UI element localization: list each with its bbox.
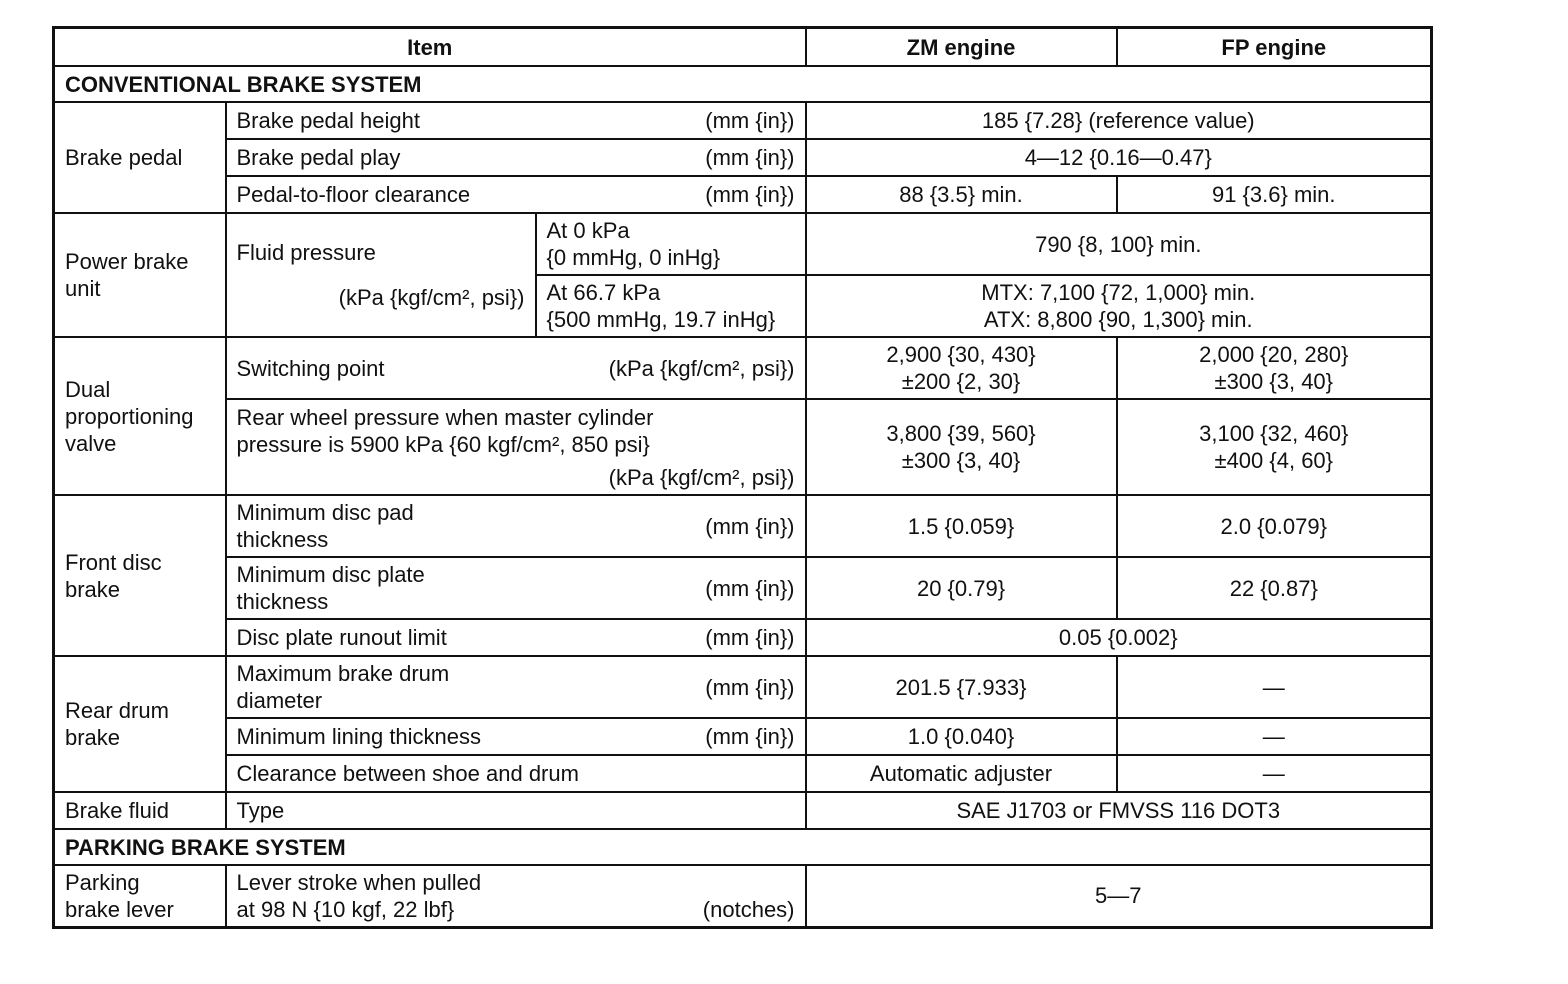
item-cell xyxy=(226,102,806,139)
zm-value-cell: 1.0 {0.040} xyxy=(806,718,1117,755)
value-cell: 185 {7.28} (reference value) xyxy=(806,102,1432,139)
table-row xyxy=(54,656,1432,718)
group-rear-drum-brake: Rear drum brake xyxy=(54,656,226,792)
header-fp-engine: FP engine xyxy=(1117,28,1432,67)
item-label: Clearance between shoe and drum xyxy=(236,761,579,786)
item-unit: (mm {in}) xyxy=(705,724,795,749)
item-unit: (mm {in}) xyxy=(705,625,795,650)
item-unit: (mm {in}) xyxy=(705,674,795,700)
fp-value-cell: — xyxy=(1117,656,1432,718)
item-cell xyxy=(226,337,806,399)
zm-value-cell: Automatic adjuster xyxy=(806,755,1117,792)
item-cell xyxy=(226,656,806,718)
fp-value-cell: 2,000 {20, 280} ±300 {3, 40} xyxy=(1117,337,1432,399)
group-brake-fluid: Brake fluid xyxy=(54,792,226,829)
value-cell: SAE J1703 or FMVSS 116 DOT3 xyxy=(806,792,1432,829)
item-cell xyxy=(226,176,806,213)
fp-value-cell: 3,100 {32, 460} ±400 {4, 60} xyxy=(1117,399,1432,495)
section-row xyxy=(54,829,1432,865)
item-label: Rear wheel pressure when master cylinder pressure is 5900 kPa {60 kgf/cm², 850 psi} xyxy=(236,404,654,457)
item-label: Lever stroke when pulled at 98 N {10 kgf, 22 lbf} xyxy=(236,869,482,922)
item-unit: (mm {in}) xyxy=(705,575,795,601)
item-label: Minimum disc plate thickness xyxy=(236,562,425,614)
item-unit: (kPa {kgf/cm², psi}) xyxy=(338,285,525,310)
group-front-disc-brake: Front disc brake xyxy=(54,495,226,656)
header-item: Item xyxy=(54,28,806,67)
value-cell: 790 {8, 100} min. xyxy=(806,213,1432,275)
zm-value-cell: 201.5 {7.933} xyxy=(806,656,1117,718)
section-conventional-brake: CONVENTIONAL BRAKE SYSTEM xyxy=(54,66,1432,102)
item-cell xyxy=(226,213,536,337)
table-row xyxy=(54,792,1432,829)
value-cell: 4—12 {0.16—0.47} xyxy=(806,139,1432,176)
item-label: Switching point xyxy=(236,355,385,381)
item-label: Pedal-to-floor clearance xyxy=(236,182,471,207)
table-row xyxy=(54,213,1432,275)
item-unit: (kPa {kgf/cm², psi}) xyxy=(608,355,795,381)
table-row xyxy=(54,619,1432,656)
table-row xyxy=(54,337,1432,399)
value-cell: 5—7 xyxy=(806,865,1432,927)
item-cell xyxy=(226,755,806,792)
zm-value-cell: 3,800 {39, 560} ±300 {3, 40} xyxy=(806,399,1117,495)
brake-spec-table xyxy=(52,26,1433,929)
value-cell: MTX: 7,100 {72, 1,000} min. ATX: 8,800 {90, 1,300} min. xyxy=(806,275,1432,337)
item-label: Brake pedal play xyxy=(236,145,401,170)
item-unit: (mm {in}) xyxy=(705,182,795,207)
fp-value-cell: — xyxy=(1117,718,1432,755)
item-unit: (mm {in}) xyxy=(705,145,795,170)
fp-value-cell: 2.0 {0.079} xyxy=(1117,495,1432,557)
item-cell xyxy=(226,139,806,176)
item-label: Fluid pressure xyxy=(236,240,376,265)
group-brake-pedal: Brake pedal xyxy=(54,102,226,213)
item-label: Minimum lining thickness xyxy=(236,724,482,749)
item-unit: (mm {in}) xyxy=(705,108,795,133)
section-row xyxy=(54,66,1432,102)
value-cell: 0.05 {0.002} xyxy=(806,619,1432,656)
item-cell xyxy=(226,399,806,495)
table-row xyxy=(54,102,1432,139)
item-cell xyxy=(226,557,806,619)
zm-value-cell: 88 {3.5} min. xyxy=(806,176,1117,213)
header-row xyxy=(54,28,1432,67)
table-row xyxy=(54,139,1432,176)
table-row xyxy=(54,495,1432,557)
item-unit: (notches) xyxy=(702,896,795,922)
table-row xyxy=(54,557,1432,619)
item-unit: (kPa {kgf/cm², psi}) xyxy=(608,464,795,490)
item-cell xyxy=(226,865,806,927)
zm-value-cell: 20 {0.79} xyxy=(806,557,1117,619)
item-label: Minimum disc pad thickness xyxy=(236,500,414,552)
zm-value-cell: 2,900 {30, 430} ±200 {2, 30} xyxy=(806,337,1117,399)
item-label: Maximum brake drum diameter xyxy=(236,661,450,713)
item-unit: (mm {in}) xyxy=(705,513,795,539)
group-dual-proportioning-valve: Dual proportioning valve xyxy=(54,337,226,495)
item-label: Brake pedal height xyxy=(236,108,420,133)
fp-value-cell: 91 {3.6} min. xyxy=(1117,176,1432,213)
fp-value-cell: — xyxy=(1117,755,1432,792)
zm-value-cell: 1.5 {0.059} xyxy=(806,495,1117,557)
table-row xyxy=(54,755,1432,792)
table-row xyxy=(54,865,1432,927)
header-zm-engine: ZM engine xyxy=(806,28,1117,67)
table-row xyxy=(54,399,1432,495)
table-row xyxy=(54,718,1432,755)
item-cell xyxy=(226,495,806,557)
fp-value-cell: 22 {0.87} xyxy=(1117,557,1432,619)
group-power-brake-unit: Power brake unit xyxy=(54,213,226,337)
group-parking-brake-lever: Parking brake lever xyxy=(54,865,226,927)
condition-cell: At 66.7 kPa {500 mmHg, 19.7 inHg} xyxy=(536,275,806,337)
condition-cell: At 0 kPa {0 mmHg, 0 inHg} xyxy=(536,213,806,275)
item-cell xyxy=(226,619,806,656)
section-parking-brake: PARKING BRAKE SYSTEM xyxy=(54,829,1432,865)
item-label: Disc plate runout limit xyxy=(236,625,447,650)
item-label: Type xyxy=(226,792,806,829)
item-cell xyxy=(226,718,806,755)
table-row xyxy=(54,176,1432,213)
